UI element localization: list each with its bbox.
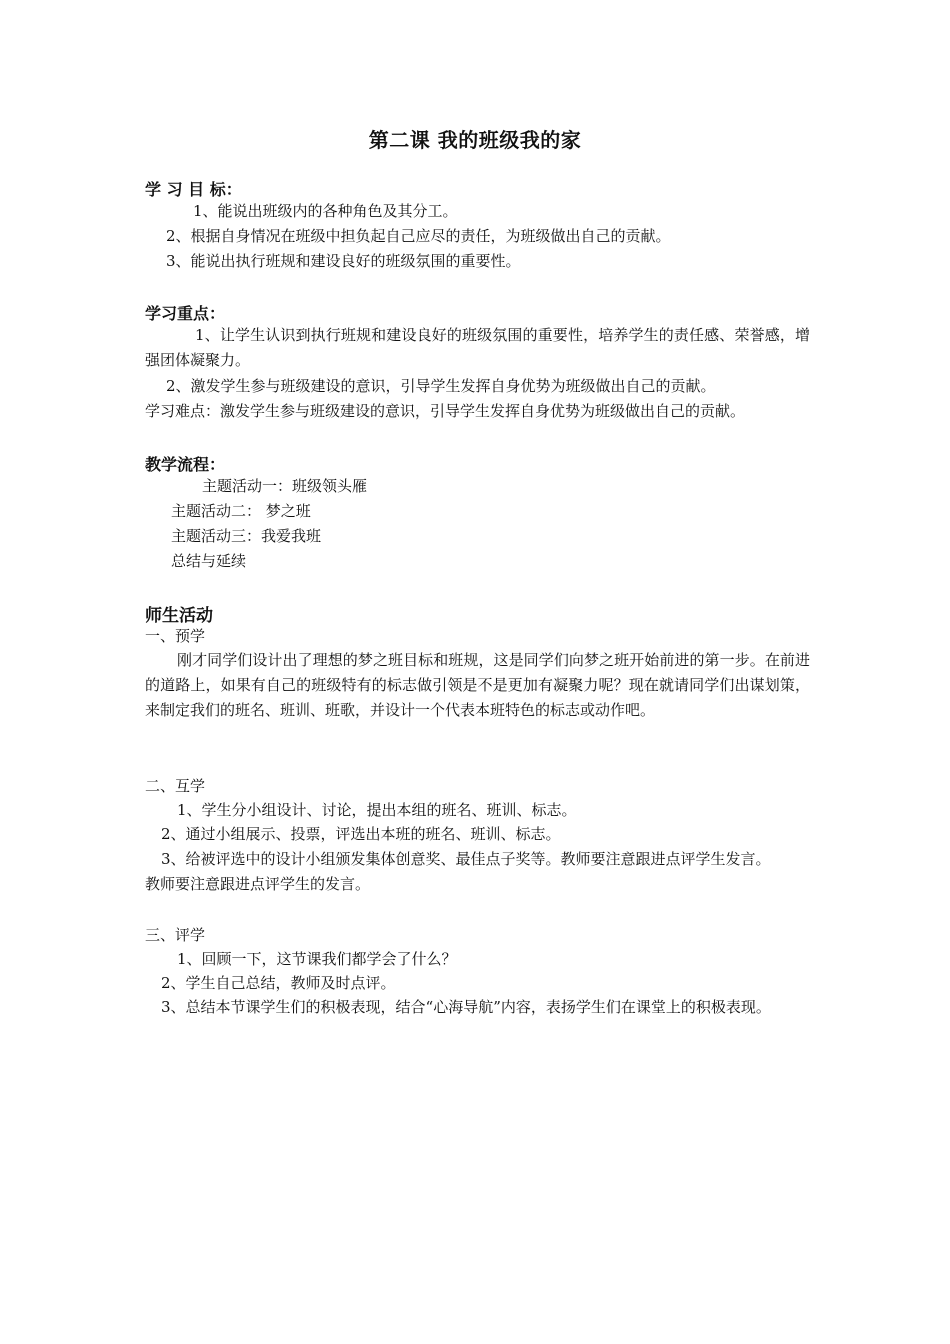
key-point-item: 1、让学生认识到执行班规和建设良好的班级氛围的重要性，培养学生的责任感、荣誉感，增强团体凝聚力。 bbox=[145, 326, 810, 369]
flow-heading: 教学流程： bbox=[145, 455, 226, 474]
review-item: 1、回顾一下，这节课我们都学会了什么？ bbox=[177, 950, 457, 968]
page-title: 第二课 我的班级我的家 bbox=[368, 128, 582, 152]
mutual-item: 教师要注意跟进点评学生的发言。 bbox=[145, 875, 371, 893]
flow-item: 总结与延续 bbox=[171, 552, 247, 570]
activities-heading: 师生活动 bbox=[145, 606, 213, 626]
difficulty-line: 学习难点：激发学生参与班级建设的意识，引导学生发挥自身优势为班级做出自己的贡献。 bbox=[145, 402, 746, 420]
mutual-item: 1、学生分小组设计、讨论，提出本组的班名、班训、标志。 bbox=[177, 801, 577, 819]
mutual-study-label: 二、互学 bbox=[145, 777, 206, 795]
key-points-heading: 学习重点： bbox=[145, 304, 226, 323]
review-item: 3、总结本节课学生们的积极表现，结合“心海导航”内容，表扬学生们在课堂上的积极表现。 bbox=[161, 998, 771, 1016]
objectives-heading: 学 习 目 标： bbox=[145, 180, 242, 199]
review-label: 三、评学 bbox=[145, 926, 206, 944]
key-point-item: 2、激发学生参与班级建设的意识，引导学生发挥自身优势为班级做出自己的贡献。 bbox=[166, 377, 716, 395]
objective-item: 2、根据自身情况在班级中担负起自己应尽的责任，为班级做出自己的贡献。 bbox=[166, 227, 671, 245]
flow-item: 主题活动一：班级领头雁 bbox=[202, 477, 368, 495]
mutual-item: 2、通过小组展示、投票，评选出本班的班名、班训、标志。 bbox=[161, 825, 561, 843]
pre-study-text: 刚才同学们设计出了理想的梦之班目标和班规，这是同学们向梦之班开始前进的第一步。在前进的道路上，如果有自己的班级特有的标志做引领是不是更加有凝聚力呢？现在就请同学们出谋划策，来制定我们的班名、班训、班歌，并设计一个代表本班特色的标志或动作吧。 bbox=[145, 651, 810, 719]
objective-item: 1、能说出班级内的各种角色及其分工。 bbox=[193, 202, 458, 220]
flow-item: 主题活动三：我爱我班 bbox=[171, 527, 322, 545]
objective-item: 3、能说出执行班规和建设良好的班级氛围的重要性。 bbox=[166, 252, 521, 270]
mutual-item: 3、给被评选中的设计小组颁发集体创意奖、最佳点子奖等。教师要注意跟进点评学生发言。 bbox=[161, 850, 771, 868]
flow-item: 主题活动二： 梦之班 bbox=[171, 502, 311, 520]
review-item: 2、学生自己总结，教师及时点评。 bbox=[161, 974, 396, 992]
pre-study-label: 一、预学 bbox=[145, 627, 206, 645]
